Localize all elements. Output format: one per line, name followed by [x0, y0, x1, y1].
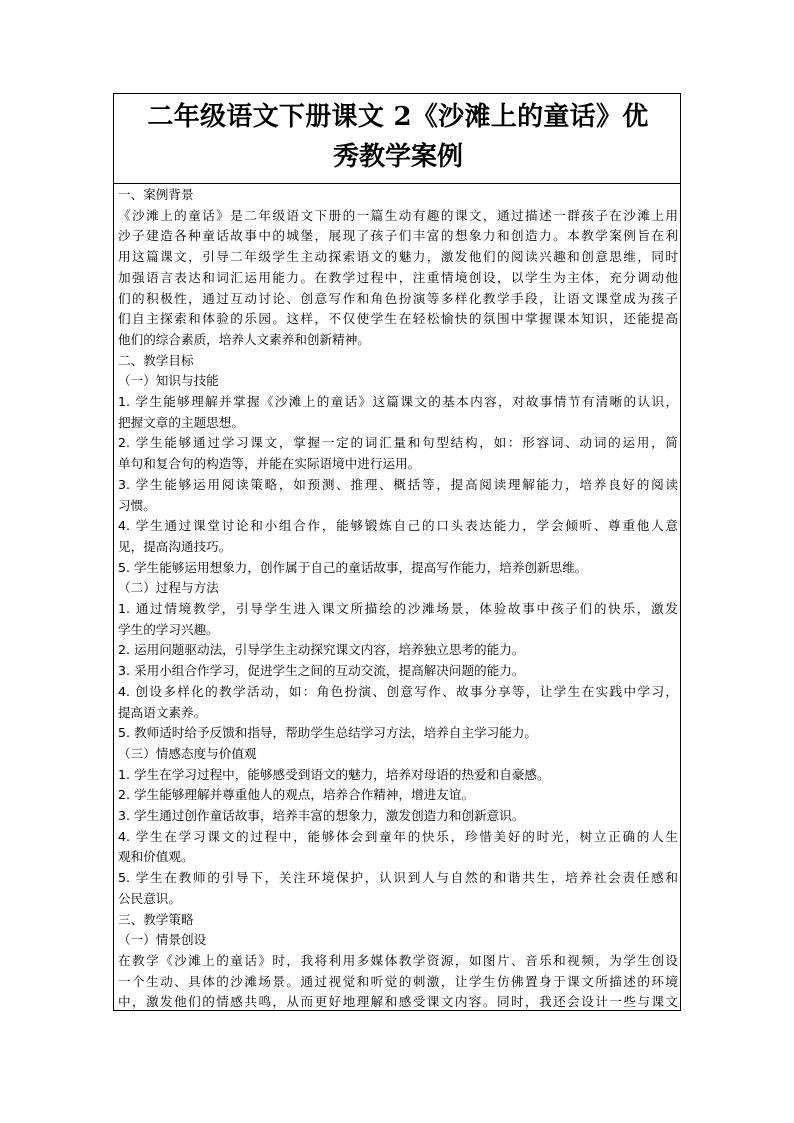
- text-line: 4. 创设多样化的教学活动，如：角色扮演、创意写作、故事分享等，让学生在实践中学习，: [118, 683, 678, 699]
- text-line: 单句和复合句的构造等，并能在实际语境中进行运用。: [118, 456, 421, 472]
- document-table-cell: [113, 93, 681, 1011]
- text-line: 们的积极性，通过互动讨论、创意写作和角色扮演等多样化教学手段，让语文课堂成为孩子: [118, 290, 678, 306]
- text-line: 二、教学目标: [118, 352, 194, 368]
- text-line: 他们的综合素质，培养人文素养和创新精神。: [118, 331, 370, 347]
- text-line: 3. 采用小组合作学习，促进学生之间的互动交流，提高解决问题的能力。: [118, 663, 525, 679]
- text-line: 公民意识。: [118, 890, 181, 906]
- text-line: 1. 通过情境教学，引导学生进入课文所描绘的沙滩场景，体验故事中孩子们的快乐，激发: [118, 601, 678, 616]
- text-line: 中，激发他们的情感共鸣，从而更好地理解和感受课文内容。同时，我还会设计一些与课文: [118, 994, 678, 1010]
- text-line: 见，提高沟通技巧。: [118, 538, 232, 554]
- text-line: 3. 学生通过创作童话故事，培养丰富的想象力，激发创造力和创新意识。: [118, 808, 525, 823]
- text-line: 5. 教师适时给予反馈和指导，帮助学生总结学习方法，培养自主学习能力。: [118, 725, 538, 741]
- text-line: 用这篇课文，引导二年级学生主动探索语文的魅力，激发他们的阅读兴趣和创意思维，同时: [118, 249, 678, 265]
- text-line: （一）知识与技能: [118, 373, 219, 389]
- text-line: （二）过程与方法: [118, 580, 219, 596]
- text-line: 3. 学生能够运用阅读策略，如预测、推理、概括等，提高阅读理解能力，培养良好的阅读: [118, 476, 678, 492]
- text-line: 1. 学生在学习过程中，能够感受到语文的魅力，培养对母语的热爱和自豪感。: [118, 766, 550, 782]
- text-line: 在教学《沙滩上的童话》时，我将利用多媒体教学资源，如图片、音乐和视频，为学生创设: [118, 952, 678, 968]
- text-line: 2. 学生能够通过学习课文，掌握一定的词汇量和句型结构，如：形容词、动词的运用，简: [118, 435, 678, 451]
- document-title-line-1: 二年级语文下册课文 2《沙滩上的童话》优: [147, 102, 649, 132]
- text-line: 5. 学生能够运用想象力，创作属于自己的童话故事，提高写作能力，培养创新思维。: [118, 559, 588, 575]
- text-line: 5. 学生在教师的引导下，关注环境保护，认识到人与自然的和谐共生，培养社会责任感和: [118, 870, 678, 886]
- text-line: 一、案例背景: [118, 187, 194, 202]
- title-area: [114, 94, 680, 184]
- text-line: 2. 运用问题驱动法，引导学生主动探究课文内容，培养独立思考的能力。: [118, 642, 525, 658]
- text-line: 4. 学生通过课堂讨论和小组合作，能够锻炼自己的口头表达能力，学会倾听、尊重他人意: [118, 518, 678, 534]
- text-line: （一）情景创设: [118, 932, 207, 948]
- text-line: 加强语言表达和词汇运用能力。在教学过程中，注重情境创设，以学生为主体，充分调动他: [118, 269, 678, 285]
- text-line: 提高语文素养。: [118, 704, 207, 720]
- text-line: 习惯。: [118, 497, 156, 513]
- text-line: 一个生动、具体的沙滩场景。通过视觉和听觉的刺激，让学生仿佛置身于课文所描述的环境: [118, 973, 678, 989]
- document-title-line-2: 秀教学案例: [332, 142, 463, 172]
- text-line: 《沙滩上的童话》是二年级语文下册的一篇生动有趣的课文，通过描述一群孩子在沙滩上用: [118, 207, 678, 223]
- text-line: 1. 学生能够理解并掌握《沙滩上的童话》这篇课文的基本内容，对故事情节有清晰的认识，: [118, 394, 678, 409]
- text-line: 们自主探索和体验的乐园。这样，不仅使学生在轻松愉快的氛围中掌握课本知识，还能提高: [118, 311, 678, 327]
- text-line: 沙子建造各种童话故事中的城堡，展现了孩子们丰富的想象力和创造力。本教学案例旨在利: [118, 228, 678, 244]
- text-line: 观和价值观。: [118, 849, 194, 865]
- text-line: 4. 学生在学习课文的过程中，能够体会到童年的快乐，珍惜美好的时光，树立正确的人生: [118, 828, 678, 844]
- text-line: 学生的学习兴趣。: [118, 621, 219, 637]
- text-line: 2. 学生能够理解并尊重他人的观点，培养合作精神，增进友谊。: [118, 787, 475, 803]
- text-line: 三、教学策略: [118, 911, 194, 927]
- text-line: 把握文章的主题思想。: [118, 414, 244, 430]
- text-line: （三）情感态度与价值观: [118, 745, 257, 761]
